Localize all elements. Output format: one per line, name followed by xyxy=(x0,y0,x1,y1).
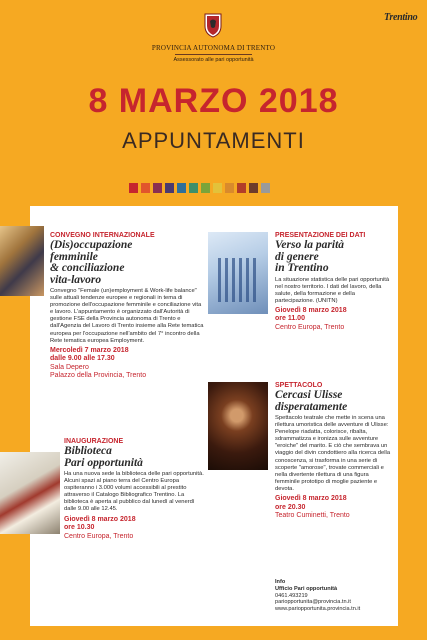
event-description: Ha una nuova sede la biblioteca delle pari opportunità. Alcuni spazi al piano terra del Centro Europa ospiteranno i 3.000 volumi accessibili al prestito attraverso il Catalogo Bibliografico Trentino. La biblioteca è aperta al pubblico dal lunedì al venerdì dalle 9.00 alle 12.45. xyxy=(64,471,204,513)
event-title xyxy=(64,446,204,469)
event-date: Mercoledì 7 marzo 2018 xyxy=(50,346,129,354)
event-venue: Teatro Cuminetti, Trento xyxy=(275,512,350,520)
event-category: PRESENTAZIONE DEI DATI xyxy=(275,232,366,239)
event-title-line: disperatamente xyxy=(275,400,348,413)
conference-photo xyxy=(0,226,44,296)
event-description: Spettacolo teatrale che mette in scena una rilettura umoristica delle avventure di Ulisse: Penelope riadatta, colorisce, ribalta, sdrammatizza e ironizza sulle avventure "eroiche" del marito. E ciò che sembrava un viaggio del divin condottiero alla ricerca della conoscenza, si trasforma in una serie di scoperte "amorose", trovate commerciali e nella divertente rilettura di una figura femminile prototipo di moglie paziente e devota. xyxy=(275,415,391,492)
color-swatch xyxy=(237,183,246,193)
color-swatch xyxy=(177,183,186,193)
event-venue: Sala Depero xyxy=(50,363,89,371)
event-title-line: Cercasi Ulisse xyxy=(275,389,343,401)
color-swatch xyxy=(201,183,210,193)
library-photo xyxy=(0,452,60,534)
info-website[interactable]: www.pariopportunita.provincia.tn.it xyxy=(275,606,361,613)
event-date: Giovedì 8 marzo 2018 xyxy=(275,306,347,314)
event-title xyxy=(275,240,390,275)
color-swatch xyxy=(261,183,270,193)
event-title-line: di genere xyxy=(275,250,319,263)
event-title-line: Pari opportunità xyxy=(64,456,143,469)
info-email[interactable]: pariopportunita@provincia.tn.it xyxy=(275,599,351,606)
event-date: Giovedì 8 marzo 2018 xyxy=(275,495,347,503)
event-title-line: & conciliazione xyxy=(50,262,125,274)
event-presentazione xyxy=(275,231,390,332)
event-title xyxy=(50,240,205,286)
event-title-line: (Dis)occupazione xyxy=(50,239,133,251)
event-inaugurazione xyxy=(64,437,204,541)
color-swatch xyxy=(189,183,198,193)
event-description: Convegno "Female (un)employment & Work-life balance" sulle attuali tendenze europee e regionali in tema di promozione dell'occupazione femminile e conciliazione vita e lavoro. L'appuntamento è organizzato dall'Autorità di gestione FSE della Provincia autonoma di Trento e dall'Agenzia del Lavoro di Trento insieme alla Rete tematica europea per l'occupazione nell'ambito del 7° incontro della Rete tematica europea Employment. xyxy=(50,288,204,344)
event-time: ore 20.30 xyxy=(275,503,306,511)
event-venue: Centro Europa, Trento xyxy=(275,323,345,331)
header xyxy=(0,0,427,90)
event-venue: Centro Europa, Trento xyxy=(64,532,134,540)
page-title: 8 MARZO 2018 xyxy=(88,82,339,120)
trentino-logo: Trentino xyxy=(384,12,418,23)
event-spettacolo xyxy=(275,381,393,521)
color-swatch xyxy=(249,183,258,193)
info-block xyxy=(275,579,393,613)
color-swatch xyxy=(165,183,174,193)
org-subtitle: Assessorato alle pari opportunità xyxy=(173,57,254,63)
event-category: SPETTACOLO xyxy=(275,382,323,389)
info-office: Ufficio Pari opportunità xyxy=(275,585,338,592)
color-swatch xyxy=(213,183,222,193)
statistics-photo xyxy=(208,232,268,314)
event-time: ore 11.00 xyxy=(275,315,305,323)
event-title-line: femminile xyxy=(50,250,98,263)
event-time: ore 10.30 xyxy=(64,524,95,532)
event-time: dalle 9.00 alle 17.30 xyxy=(50,355,115,363)
color-swatches xyxy=(129,183,270,193)
event-description: La situazione statistica delle pari opportunità nel nostro territorio. I dati del lavoro, della salute, della formazione e della partecipazione. (UNITN) xyxy=(275,276,390,304)
info-phone: 0461.493219 xyxy=(275,592,308,599)
color-swatch xyxy=(225,183,234,193)
event-title xyxy=(275,390,393,413)
event-date: Giovedì 8 marzo 2018 xyxy=(64,515,136,523)
event-title-line: Biblioteca xyxy=(64,445,112,457)
event-category: INAUGURAZIONE xyxy=(64,438,124,445)
color-swatch xyxy=(129,183,138,193)
page-subtitle: APPUNTAMENTI xyxy=(122,128,305,153)
event-convegno xyxy=(50,231,205,381)
event-title-line: vita-lavoro xyxy=(50,273,102,286)
org-name: PROVINCIA AUTONOMA DI TRENTO xyxy=(151,44,276,52)
event-venue-address: Palazzo della Provincia, Trento xyxy=(50,372,147,380)
color-swatch xyxy=(153,183,162,193)
event-title-line: in Trentino xyxy=(275,262,329,274)
theatre-photo xyxy=(208,382,268,470)
event-title-line: Verso la parità xyxy=(275,239,345,251)
divider xyxy=(175,54,252,55)
info-label: Info xyxy=(275,579,286,585)
provincia-crest-icon xyxy=(202,12,224,38)
event-category: CONVEGNO INTERNAZIONALE xyxy=(50,232,155,239)
color-swatch xyxy=(141,183,150,193)
